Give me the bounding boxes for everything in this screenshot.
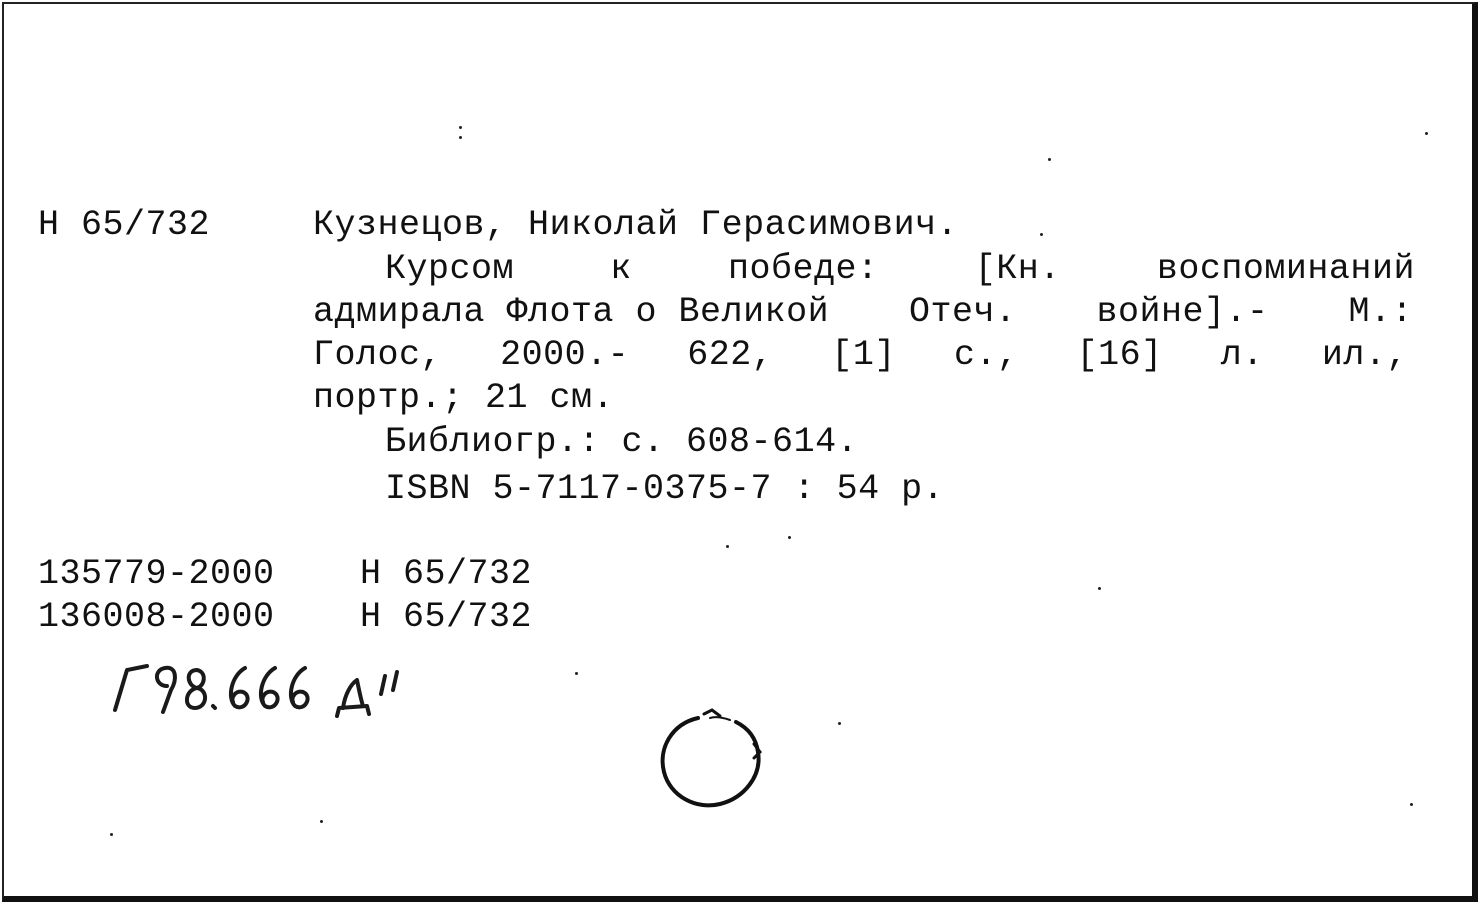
author-heading: Кузнецов, Николай Герасимович. bbox=[313, 205, 959, 245]
speck bbox=[1425, 132, 1428, 135]
isbn-note: ISBN 5-7117-0375-7 : 54 р. bbox=[385, 469, 945, 509]
speck bbox=[788, 536, 791, 539]
title-line-3: Голос, 2000.- 622, [1] с., [16] л. ил., bbox=[313, 335, 1408, 375]
holding-inventory-1: 135779-2000 bbox=[38, 554, 275, 594]
speck bbox=[320, 820, 323, 823]
bibliography-note: Библиогр.: с. 608-614. bbox=[385, 422, 859, 462]
speck bbox=[1098, 587, 1101, 590]
speck bbox=[1410, 803, 1413, 806]
speck bbox=[1040, 233, 1043, 236]
speck bbox=[1048, 158, 1051, 161]
speck bbox=[459, 136, 462, 139]
speck bbox=[838, 722, 841, 725]
handwritten-mark bbox=[105, 650, 415, 730]
call-number: Н 65/732 bbox=[38, 205, 211, 245]
holding-inventory-2: 136008-2000 bbox=[38, 597, 275, 637]
title-line-2: адмирала Флота о Великой Отеч. войне].- М.: bbox=[313, 292, 1413, 332]
speck bbox=[575, 672, 578, 675]
library-stamp bbox=[650, 700, 775, 820]
title-line-4: портр.; 21 см. bbox=[313, 378, 615, 418]
holding-call-number-1: Н 65/732 bbox=[360, 554, 533, 594]
speck bbox=[110, 833, 113, 836]
title-line-1: Курсом к победе: [Кн. воспоминаний bbox=[385, 249, 1415, 289]
speck bbox=[459, 126, 462, 129]
holding-call-number-2: Н 65/732 bbox=[360, 597, 533, 637]
speck bbox=[726, 545, 729, 548]
